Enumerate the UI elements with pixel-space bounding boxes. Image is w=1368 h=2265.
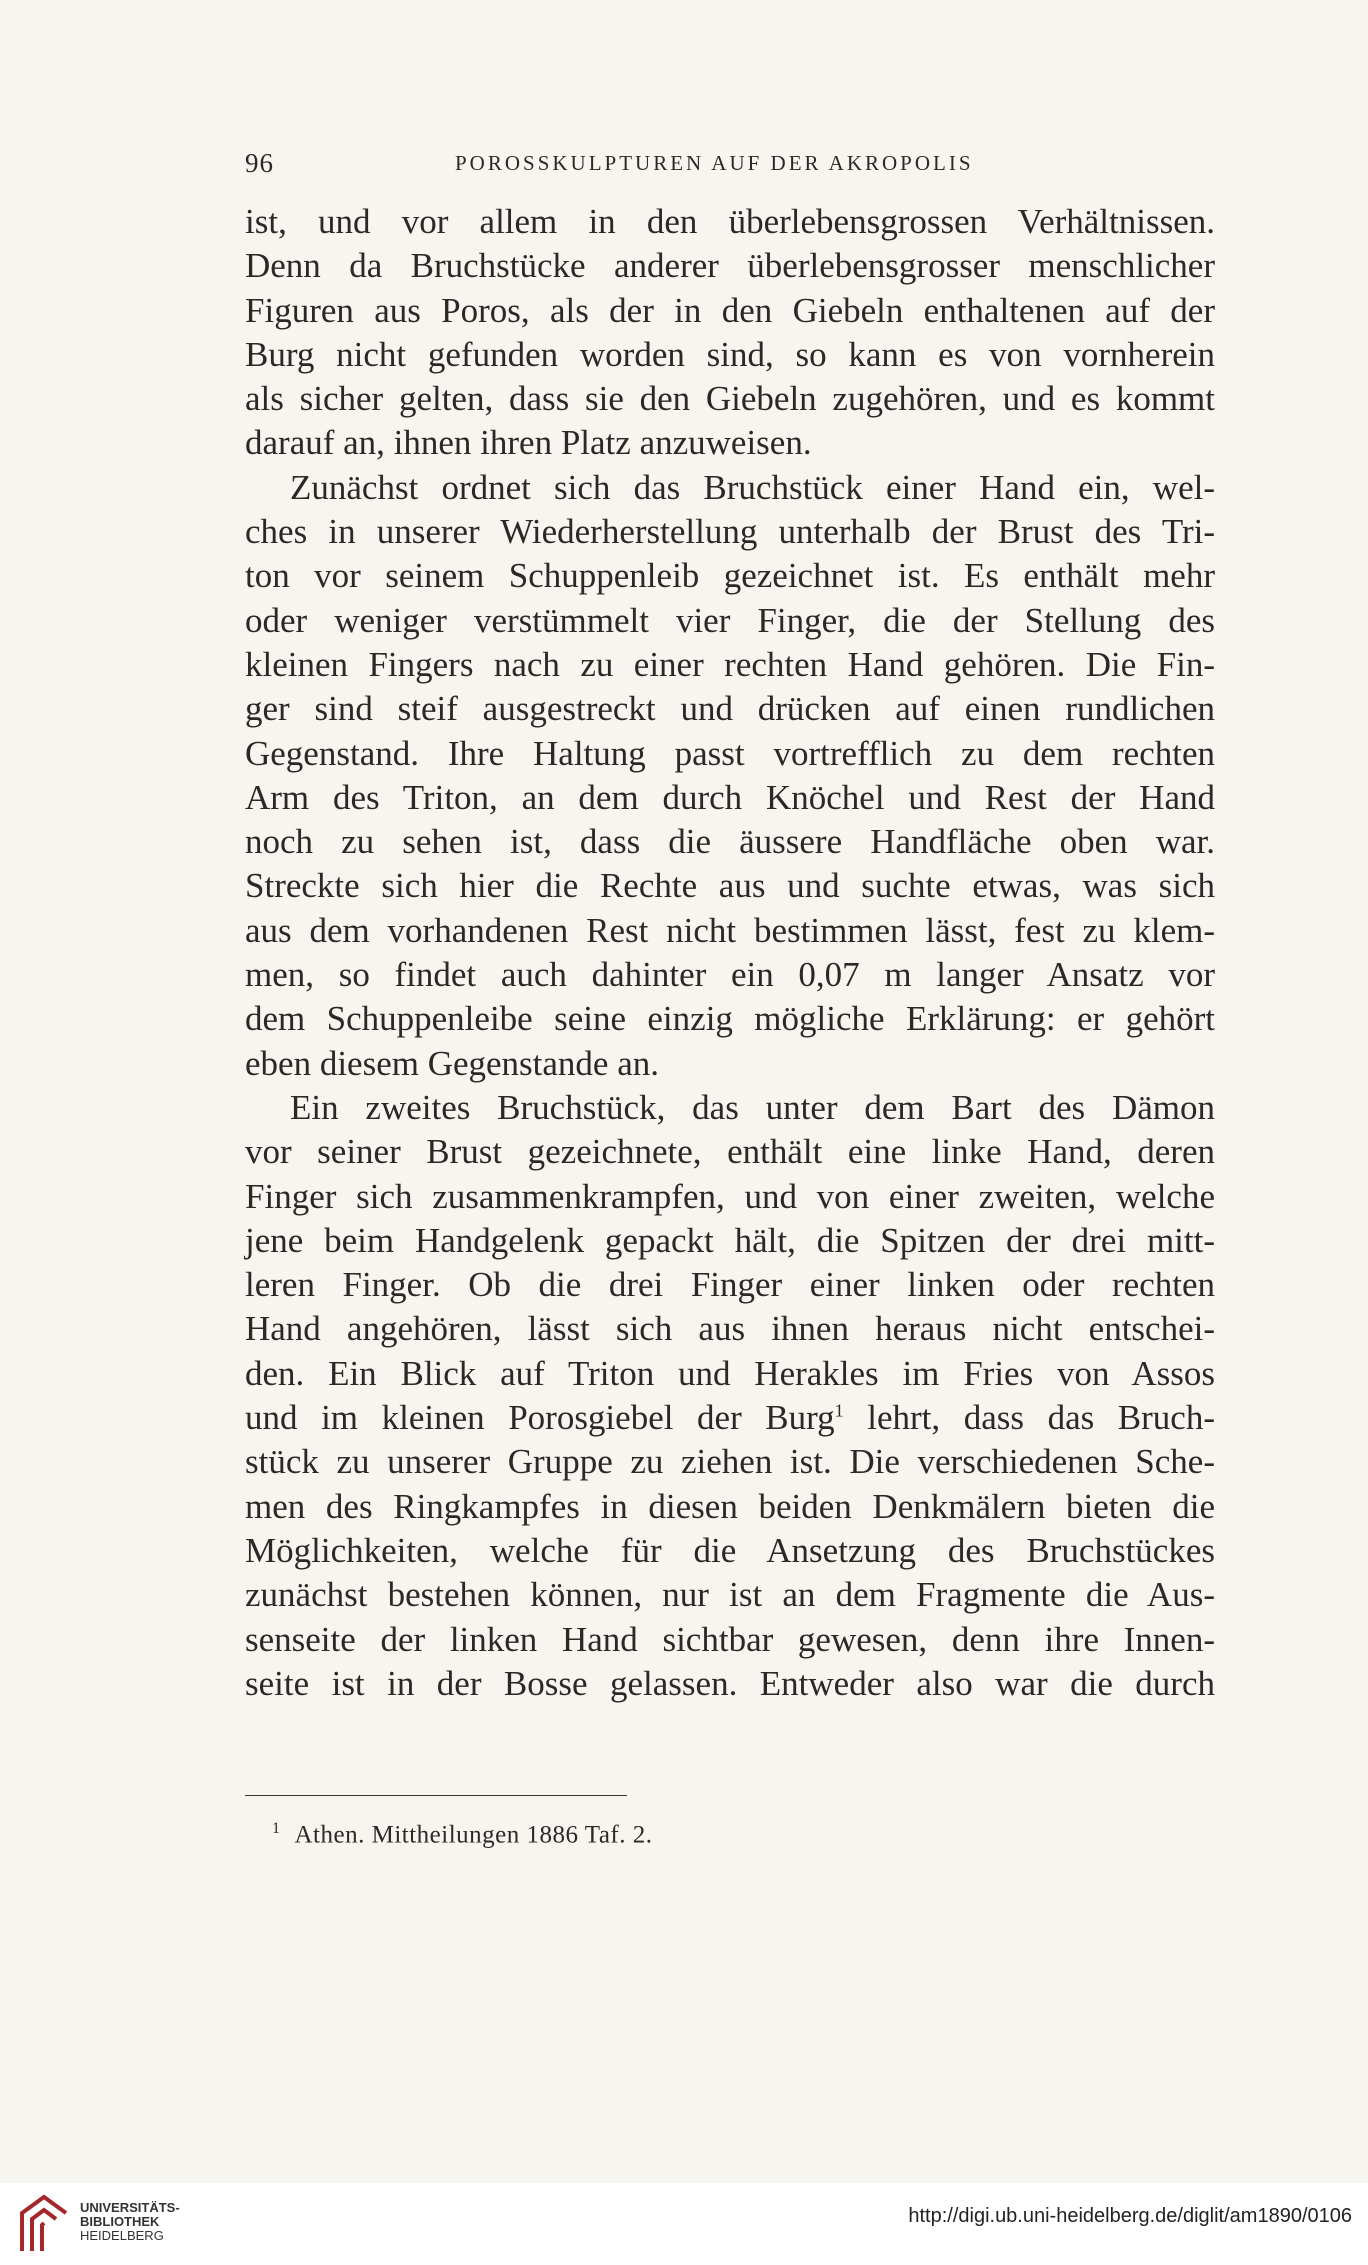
text-line: ist, und vor allem in den überlebensgrossen Verhältnissen. <box>245 202 1215 241</box>
text-line: zunächst bestehen können, nur ist an dem Fragmente die Aus- <box>245 1575 1215 1615</box>
text-line: Zunächst ordnet sich das Bruchstück einer Hand ein, wel- <box>290 467 1215 507</box>
page-number: 96 <box>245 148 274 178</box>
text-line: ton vor seinem Schuppenleib gezeichnet ist. Es enthält mehr <box>245 556 1215 596</box>
text-line-with-footnote <box>245 1396 1215 1440</box>
text-line: darauf an, ihnen ihren Platz anzuweisen. <box>245 423 812 463</box>
text-line: dem Schuppenleibe seine einzig mögliche Erklärung: er gehört <box>245 999 1215 1039</box>
library-name-line: BIBLIOTHEK <box>80 2214 160 2229</box>
text-line: Burg nicht gefunden worden sind, so kann es von vornherein <box>245 334 1215 374</box>
text-line: Arm des Triton, an dem durch Knöchel und Rest der Hand <box>245 777 1215 817</box>
text-line: Streckte sich hier die Rechte aus und suchte etwas, was sich <box>245 866 1215 906</box>
text-line: Hand angehören, lässt sich aus ihnen heraus nicht entschei- <box>245 1309 1215 1349</box>
text-line: aus dem vorhandenen Rest nicht bestimmen lässt, fest zu klem- <box>245 910 1215 950</box>
text-line: noch zu sehen ist, dass die äussere Handfläche oben war. <box>245 822 1215 862</box>
text-line: Figuren aus Poros, als der in den Giebeln enthaltenen auf der <box>245 290 1215 330</box>
text-span: und im kleinen Porosgiebel der Burg <box>245 1398 835 1438</box>
text-line: ches in unserer Wiederherstellung unterhalb der Brust des Tri- <box>245 512 1215 552</box>
footnote-reference[interactable]: 1 <box>834 1400 844 1421</box>
text-line: ger sind steif ausgestreckt und drücken auf einen rundlichen <box>245 689 1215 729</box>
ub-heidelberg-logo-icon <box>14 2191 74 2255</box>
text-line: eben diesem Gegenstande an. <box>245 1043 660 1083</box>
footnote-marker: 1 <box>272 1820 281 1837</box>
text-line: seite ist in der Bosse gelassen. Entweder also war die durch <box>245 1663 1215 1703</box>
text-line: Gegenstand. Ihre Haltung passt vortrefflich zu dem rechten <box>245 733 1215 773</box>
text-line: Ein zweites Bruchstück, das unter dem Bart des Dämon <box>290 1087 1215 1127</box>
text-line: stück zu unserer Gruppe zu ziehen ist. Die verschiedenen Sche- <box>245 1442 1215 1482</box>
text-line: den. Ein Blick auf Triton und Herakles im Fries von Assos <box>245 1353 1215 1393</box>
text-line: jene beim Handgelenk gepackt hält, die Spitzen der drei mitt- <box>245 1220 1215 1260</box>
footnote-divider <box>245 1795 627 1796</box>
text-line: als sicher gelten, dass sie den Giebeln zugehören, und es kommt <box>245 379 1215 419</box>
library-name-line: UNIVERSITÄTS- <box>80 2200 180 2215</box>
page-header <box>245 148 1215 188</box>
text-line: kleinen Fingers nach zu einer rechten Hand gehören. Die Fin- <box>245 644 1215 684</box>
library-name <box>80 2201 180 2243</box>
text-line: men, so findet auch dahinter ein 0,07 m langer Ansatz vor <box>245 955 1215 995</box>
running-title: POROSSKULPTUREN AUF DER AKROPOLIS <box>455 151 974 175</box>
source-url-link[interactable]: http://digi.ub.uni-heidelberg.de/diglit/am1890/0106 <box>908 2205 1352 2227</box>
text-line: vor seiner Brust gezeichnete, enthält eine linke Hand, deren <box>245 1132 1215 1172</box>
text-line: leren Finger. Ob die drei Finger einer linken oder rechten <box>245 1265 1215 1305</box>
text-line: senseite der linken Hand sichtbar gewesen, denn ihre Innen- <box>245 1619 1215 1659</box>
digitization-footer <box>0 2183 1368 2265</box>
text-line: men des Ringkampfes in diesen beiden Denkmälern bieten die <box>245 1486 1215 1526</box>
text-span: lehrt, dass das Bruch- <box>867 1398 1215 1438</box>
text-line: oder weniger verstümmelt vier Finger, die der Stellung des <box>245 600 1215 640</box>
library-name-line: HEIDELBERG <box>80 2228 164 2243</box>
footnote <box>272 1820 653 1849</box>
text-line: Denn da Bruchstücke anderer überlebensgrosser menschlicher <box>245 246 1215 286</box>
text-line: Möglichkeiten, welche für die Ansetzung des Bruchstückes <box>245 1530 1215 1570</box>
footnote-text: Athen. Mittheilungen 1886 Taf. 2. <box>294 1821 653 1849</box>
text-line: Finger sich zusammenkrampfen, und von einer zweiten, welche <box>245 1176 1215 1216</box>
body-text <box>245 200 1215 1706</box>
